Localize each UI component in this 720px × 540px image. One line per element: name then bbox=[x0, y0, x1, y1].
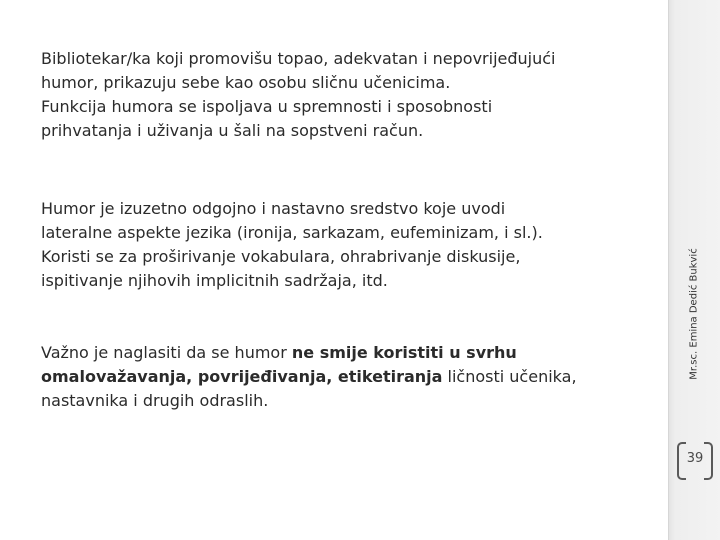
paragraph-humor-warning bbox=[41, 341, 656, 413]
paragraph-1-line-2: humor, prikazuju sebe kao osobu sličnu učenicima. bbox=[41, 73, 451, 92]
paragraph-2-line-2: lateralne aspekte jezika (ironija, sarkazam, eufeminizam, i sl.). bbox=[41, 223, 543, 242]
paragraph-librarian-humor bbox=[41, 47, 656, 143]
paragraph-2-line-3: Koristi se za proširivanje vokabulara, ohrabrivanje diskusije, bbox=[41, 247, 521, 266]
paragraph-1-line-3: Funkcija humora se ispoljava u spremnosti i sposobnosti bbox=[41, 97, 493, 116]
paragraph-3-line-1-bold: ne smije koristiti u svrhu bbox=[291, 343, 517, 362]
paragraph-3-line-1-normal: Važno je naglasiti da se humor bbox=[41, 343, 292, 362]
paragraph-2-line-4: ispitivanje njihovih implicitnih sadržaja, itd. bbox=[41, 271, 388, 290]
paragraph-humor-teaching-tool bbox=[41, 197, 656, 293]
paragraph-1-line-1: Bibliotekar/ka koji promovišu topao, adekvatan i nepovrijeđujući bbox=[41, 49, 556, 68]
paragraph-2-line-1: Humor je izuzetno odgojno i nastavno sredstvo koje uvodi bbox=[41, 199, 506, 218]
paragraph-3-line-2-normal: ličnosti učenika, bbox=[442, 367, 577, 386]
paragraph-3-line-2-bold: omalovažavanja, povrijeđivanja, etiketiranja bbox=[41, 367, 443, 386]
author-label: Mr.sc. Emina Dedić Bukvić bbox=[688, 248, 700, 380]
page-number-badge bbox=[677, 439, 713, 481]
page-number: 39 bbox=[686, 451, 704, 466]
paragraph-3-line-3: nastavnika i drugih odraslih. bbox=[41, 391, 269, 410]
paragraph-1-line-4: prihvatanja i uživanja u šali na sopstveni račun. bbox=[41, 121, 424, 140]
